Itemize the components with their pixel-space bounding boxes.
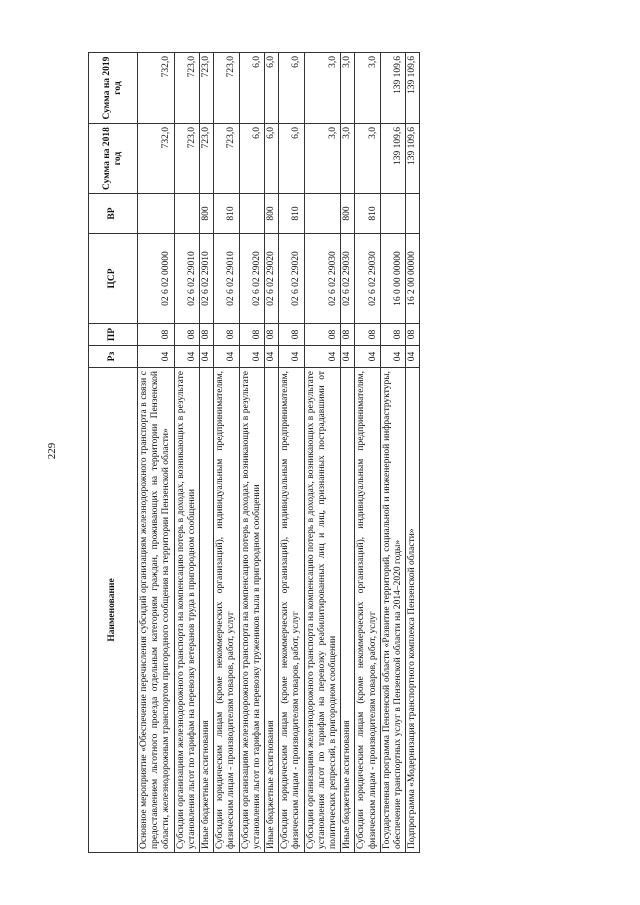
budget-table — [88, 52, 420, 853]
cell-pr: 08 — [355, 324, 380, 346]
header-name: Наименование — [89, 368, 138, 853]
cell-pr: 08 — [174, 324, 199, 346]
cell-name: Субсидии организациям железнодорожного транспорта на компенсацию потерь в доходах, возникающих в результате установления льгот по тарифам на перевозку реабилитированных лиц и лиц, признанных пострадавшими от политических репрессий, в пригородном сообщении — [304, 368, 341, 853]
cell-sum-2019: 6,0 — [239, 53, 264, 124]
cell-pr: 08 — [406, 324, 420, 346]
cell-rz: 04 — [380, 346, 405, 368]
cell-vr: 800 — [341, 194, 355, 234]
cell-sum-2019: 3,0 — [355, 53, 380, 124]
cell-sum-2019: 723,0 — [214, 53, 239, 124]
cell-rz: 04 — [304, 346, 341, 368]
cell-pr: 08 — [200, 324, 214, 346]
table-header-row — [89, 53, 138, 853]
cell-rz: 04 — [174, 346, 199, 368]
header-pr: ПР — [89, 324, 138, 346]
cell-sum-2018: 139 109,6 — [380, 124, 405, 194]
cell-name: Иные бюджетные ассигнования — [341, 368, 355, 853]
cell-sum-2019: 139 109,6 — [380, 53, 405, 124]
table-row — [304, 53, 341, 853]
cell-pr: 08 — [214, 324, 239, 346]
cell-vr: 810 — [355, 194, 380, 234]
cell-csr: 16 0 00 00000 — [380, 234, 405, 324]
cell-sum-2019: 3,0 — [341, 53, 355, 124]
header-vr: ВР — [89, 194, 138, 234]
cell-vr — [406, 194, 420, 234]
cell-csr: 02 6 02 29030 — [304, 234, 341, 324]
header-csr: ЦСР — [89, 234, 138, 324]
cell-vr: 800 — [265, 194, 279, 234]
cell-csr: 02 6 02 29020 — [265, 234, 279, 324]
cell-sum-2018: 723,0 — [214, 124, 239, 194]
cell-rz: 04 — [355, 346, 380, 368]
cell-rz: 04 — [341, 346, 355, 368]
cell-sum-2018: 139 109,6 — [406, 124, 420, 194]
cell-name: Субсидии организациям железнодорожного транспорта на компенсацию потерь в доходах, возникающих в результате установления льгот по тарифам на перевозку ветеранов труда в пригородном сообщении — [174, 368, 199, 853]
cell-vr — [239, 194, 264, 234]
cell-sum-2018: 3,0 — [304, 124, 341, 194]
cell-sum-2019: 732,0 — [138, 53, 175, 124]
table-row — [239, 53, 264, 853]
cell-csr: 02 6 02 29030 — [341, 234, 355, 324]
cell-pr: 08 — [239, 324, 264, 346]
cell-vr: 810 — [279, 194, 304, 234]
table-row — [279, 53, 304, 853]
cell-name: Иные бюджетные ассигнования — [265, 368, 279, 853]
cell-csr: 02 6 02 29010 — [174, 234, 199, 324]
table-row — [355, 53, 380, 853]
rotated-page-content — [88, 53, 420, 853]
header-sum-2019: Сумма на 2019 год — [89, 53, 138, 124]
cell-name: Основное мероприятие «Обеспечение перечисления субсидий организациям железнодорожного транспорта в связи с предоставлением льготного проезда отдельным категориям граждан, проживающих на территории Пензенской области, железнодорожным транспортом пригородного сообщения на территории Пензенской области» — [138, 368, 175, 853]
cell-rz: 04 — [265, 346, 279, 368]
cell-sum-2019: 6,0 — [265, 53, 279, 124]
cell-pr: 08 — [341, 324, 355, 346]
cell-csr: 02 6 02 29020 — [239, 234, 264, 324]
page-number: 229 — [46, 442, 58, 460]
table-row — [380, 53, 405, 853]
cell-name: Государственная программа Пензенской области «Развитие территорий, социальной и инженерной инфраструктуры, обеспечение транспортных услуг в Пензенской области на 2014–2020 годы» — [380, 368, 405, 853]
cell-name: Субсидии юридическим лицам (кроме некоммерческих организаций), индивидуальным предпринимателям, физическим лицам - производителям товаров, работ, услуг — [355, 368, 380, 853]
cell-sum-2018: 3,0 — [341, 124, 355, 194]
cell-pr: 08 — [380, 324, 405, 346]
cell-vr — [138, 194, 175, 234]
table-row — [138, 53, 175, 853]
header-sum-2018: Сумма на 2018 год — [89, 124, 138, 194]
cell-sum-2018: 723,0 — [200, 124, 214, 194]
table-row — [265, 53, 279, 853]
cell-sum-2018: 3,0 — [355, 124, 380, 194]
cell-sum-2018: 6,0 — [239, 124, 264, 194]
cell-vr: 800 — [200, 194, 214, 234]
header-rz: Рз — [89, 346, 138, 368]
cell-sum-2019: 139 109,6 — [406, 53, 420, 124]
cell-csr: 16 2 00 00000 — [406, 234, 420, 324]
cell-rz: 04 — [214, 346, 239, 368]
cell-csr: 02 6 02 29020 — [279, 234, 304, 324]
table-row — [174, 53, 199, 853]
cell-name: Субсидии юридическим лицам (кроме некоммерческих организаций), индивидуальным предпринимателям, физическим лицам - производителям товаров, работ, услуг — [214, 368, 239, 853]
cell-sum-2018: 6,0 — [265, 124, 279, 194]
cell-csr: 02 6 02 29010 — [200, 234, 214, 324]
cell-name: Подпрограмма «Модернизация транспортного комплекса Пензенской области» — [406, 368, 420, 853]
cell-rz: 04 — [200, 346, 214, 368]
cell-rz: 04 — [279, 346, 304, 368]
table-row — [200, 53, 214, 853]
cell-pr: 08 — [304, 324, 341, 346]
cell-rz: 04 — [406, 346, 420, 368]
cell-pr: 08 — [265, 324, 279, 346]
table-row — [406, 53, 420, 853]
cell-name: Иные бюджетные ассигнования — [200, 368, 214, 853]
cell-vr: 810 — [214, 194, 239, 234]
cell-sum-2018: 723,0 — [174, 124, 199, 194]
cell-vr — [174, 194, 199, 234]
cell-sum-2018: 6,0 — [279, 124, 304, 194]
cell-pr: 08 — [279, 324, 304, 346]
cell-vr — [380, 194, 405, 234]
table-row — [214, 53, 239, 853]
cell-vr — [304, 194, 341, 234]
cell-csr: 02 6 02 29010 — [214, 234, 239, 324]
cell-pr: 08 — [138, 324, 175, 346]
table-row — [341, 53, 355, 853]
cell-sum-2019: 3,0 — [304, 53, 341, 124]
cell-csr: 02 6 02 29030 — [355, 234, 380, 324]
cell-sum-2019: 6,0 — [279, 53, 304, 124]
cell-sum-2018: 732,0 — [138, 124, 175, 194]
cell-sum-2019: 723,0 — [174, 53, 199, 124]
cell-name: Субсидии организациям железнодорожного транспорта на компенсацию потерь в доходах, возникающих в результате установления льгот по тарифам на перевозку тружеников тыла в пригородном сообщении — [239, 368, 264, 853]
cell-name: Субсидии юридическим лицам (кроме некоммерческих организаций), индивидуальным предпринимателям, физическим лицам - производителям товаров, работ, услуг — [279, 368, 304, 853]
cell-sum-2019: 723,0 — [200, 53, 214, 124]
cell-rz: 04 — [138, 346, 175, 368]
cell-rz: 04 — [239, 346, 264, 368]
cell-csr: 02 6 02 00000 — [138, 234, 175, 324]
